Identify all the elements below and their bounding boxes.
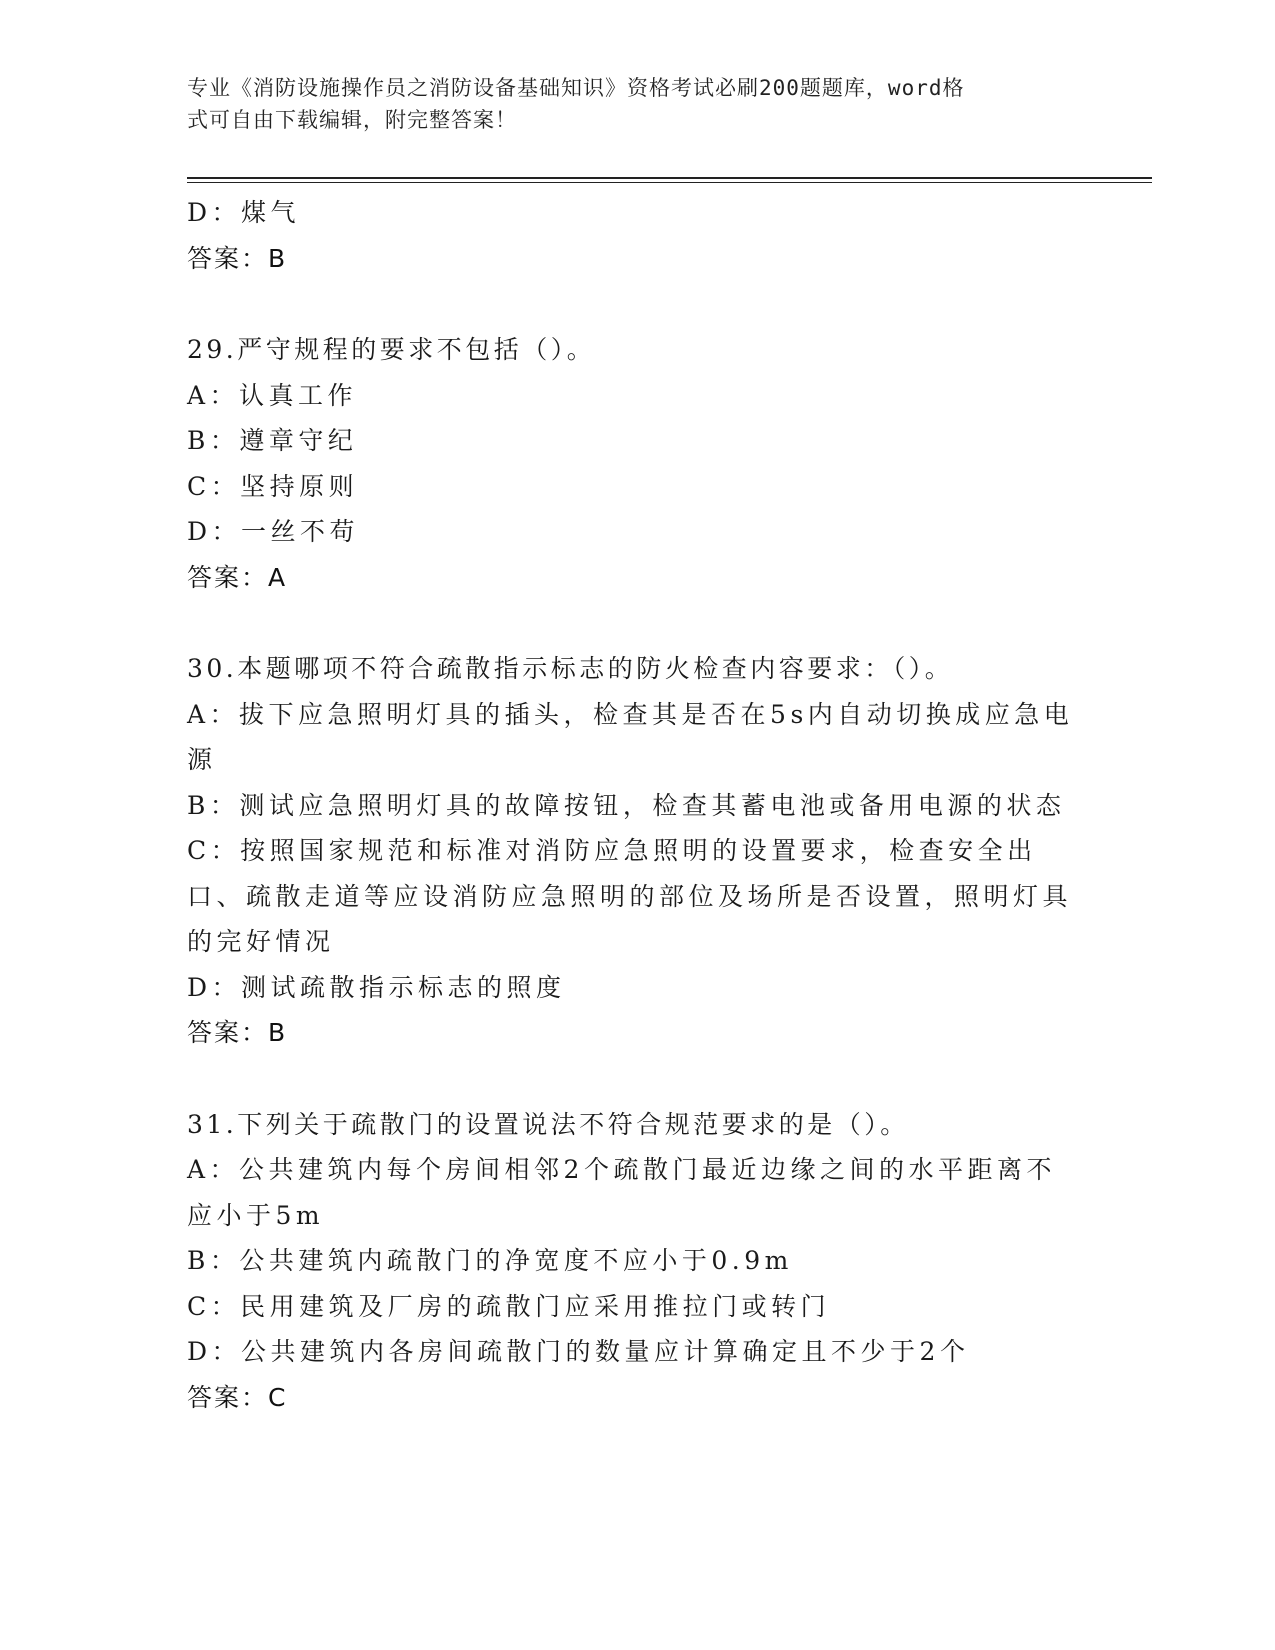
header-divider-thick (187, 177, 1152, 179)
option-c: C：民用建筑及厂房的疏散门应采用推拉门或转门 (187, 1291, 831, 1321)
option-d: D：公共建筑内各房间疏散门的数量应计算确定且不少于2个 (187, 1337, 970, 1366)
answer-line: 答案：B (187, 243, 288, 273)
question-29 (187, 327, 1077, 600)
spacer (187, 281, 1077, 327)
spacer (187, 1056, 1077, 1102)
option-d: D：一丝不苟 (187, 517, 360, 546)
answer-line: 答案：B (187, 1018, 288, 1047)
question-content (187, 190, 1077, 1420)
option-c: C：按照国家规范和标准对消防应急照明的设置要求，检查安全出口、疏散走道等应设消防应急照明的部位及场所是否设置，照明灯具的完好情况 (187, 836, 1073, 956)
question-stem: 30.本题哪项不符合疏散指示标志的防火检查内容要求：（）。 (187, 654, 954, 683)
option-c: C：坚持原则 (187, 471, 359, 501)
option-d: D：测试疏散指示标志的照度 (187, 972, 566, 1002)
header-divider-thin (187, 182, 1152, 183)
option-a: A：拔下应急照明灯具的插头，检查其是否在5s内自动切换成应急电源 (187, 699, 1074, 774)
question-stem: 31.下列关于疏散门的设置说法不符合规范要求的是（）。 (187, 1109, 909, 1139)
option-d: D：煤气 (187, 198, 301, 227)
question-31 (187, 1102, 1077, 1421)
option-b: B：测试应急照明灯具的故障按钮，检查其蓄电池或备用电源的状态 (187, 790, 1066, 820)
answer-line: 答案：A (187, 562, 288, 592)
document-header (187, 72, 1067, 136)
option-a: A：认真工作 (187, 380, 358, 410)
spacer (187, 600, 1077, 646)
previous-question-tail (187, 190, 1077, 281)
question-30 (187, 646, 1077, 1056)
question-stem: 29.严守规程的要求不包括（）。 (187, 335, 596, 364)
answer-line: 答案：C (187, 1382, 288, 1412)
option-b: B：遵章守纪 (187, 426, 358, 455)
option-a: A：公共建筑内每个房间相邻2个疏散门最近边缘之间的水平距离不应小于5m (187, 1155, 1056, 1230)
header-title-line-1: 专业《消防设施操作员之消防设备基础知识》资格考试必刷200题题库，word格 (187, 76, 965, 100)
header-title-line-2: 式可自由下载编辑，附完整答案！ (187, 108, 517, 132)
option-b: B：公共建筑内疏散门的净宽度不应小于0.9m (187, 1246, 793, 1275)
